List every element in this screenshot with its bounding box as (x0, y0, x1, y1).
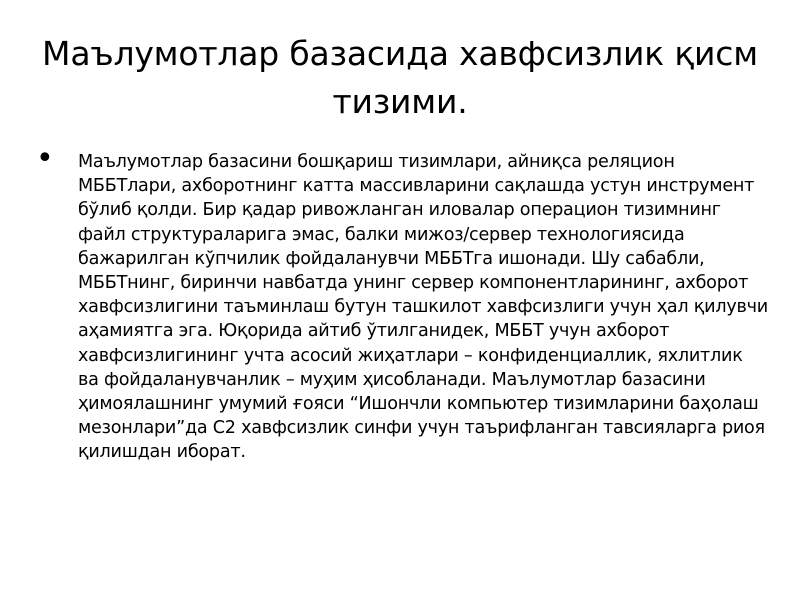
slide-title: Маълумотлар базасида хавфсизлик қисм тизими. (42, 34, 758, 121)
bullet-item (36, 141, 768, 465)
bullet-list (36, 141, 768, 465)
bullet-marker: • (36, 141, 54, 176)
bullet-text: Маълумотлар базасини бошқариш тизимлари, айниқса реляцион МББТлари, ахборотнинг катта массивларини сақлашда устун инструмент бўлиб қолди. Бир қадар ривожланган иловалар операцион тизимнинг файл структураларига эмас, балки мижоз/сервер технологиясида бажарилган кўпчилик фойдаланувчи МББТга ишонади. Шу сабабли, МББТнинг, биринчи навбатда унинг сервер компонентларининг, ахборот хавфсизлигини таъминлаш бутун ташкилот хавфсизлиги учун ҳал қилувчи аҳамиятга эга. Юқорида айтиб ўтилганидек, МББТ учун ахборот хавфсизлигининг учта асосий жиҳатлари – конфиденциаллик, яхлитлик ва фойдаланувчанлик – муҳим ҳисобланади. Маълумотлар базасини ҳимоялашнинг умумий ғояси “Ишончли компьютер тизимларини баҳолаш мезонлари”да С2 хавфсизлик синфи учун таърифланган тавсияларга риоя қилишдан иборат. (78, 152, 768, 463)
